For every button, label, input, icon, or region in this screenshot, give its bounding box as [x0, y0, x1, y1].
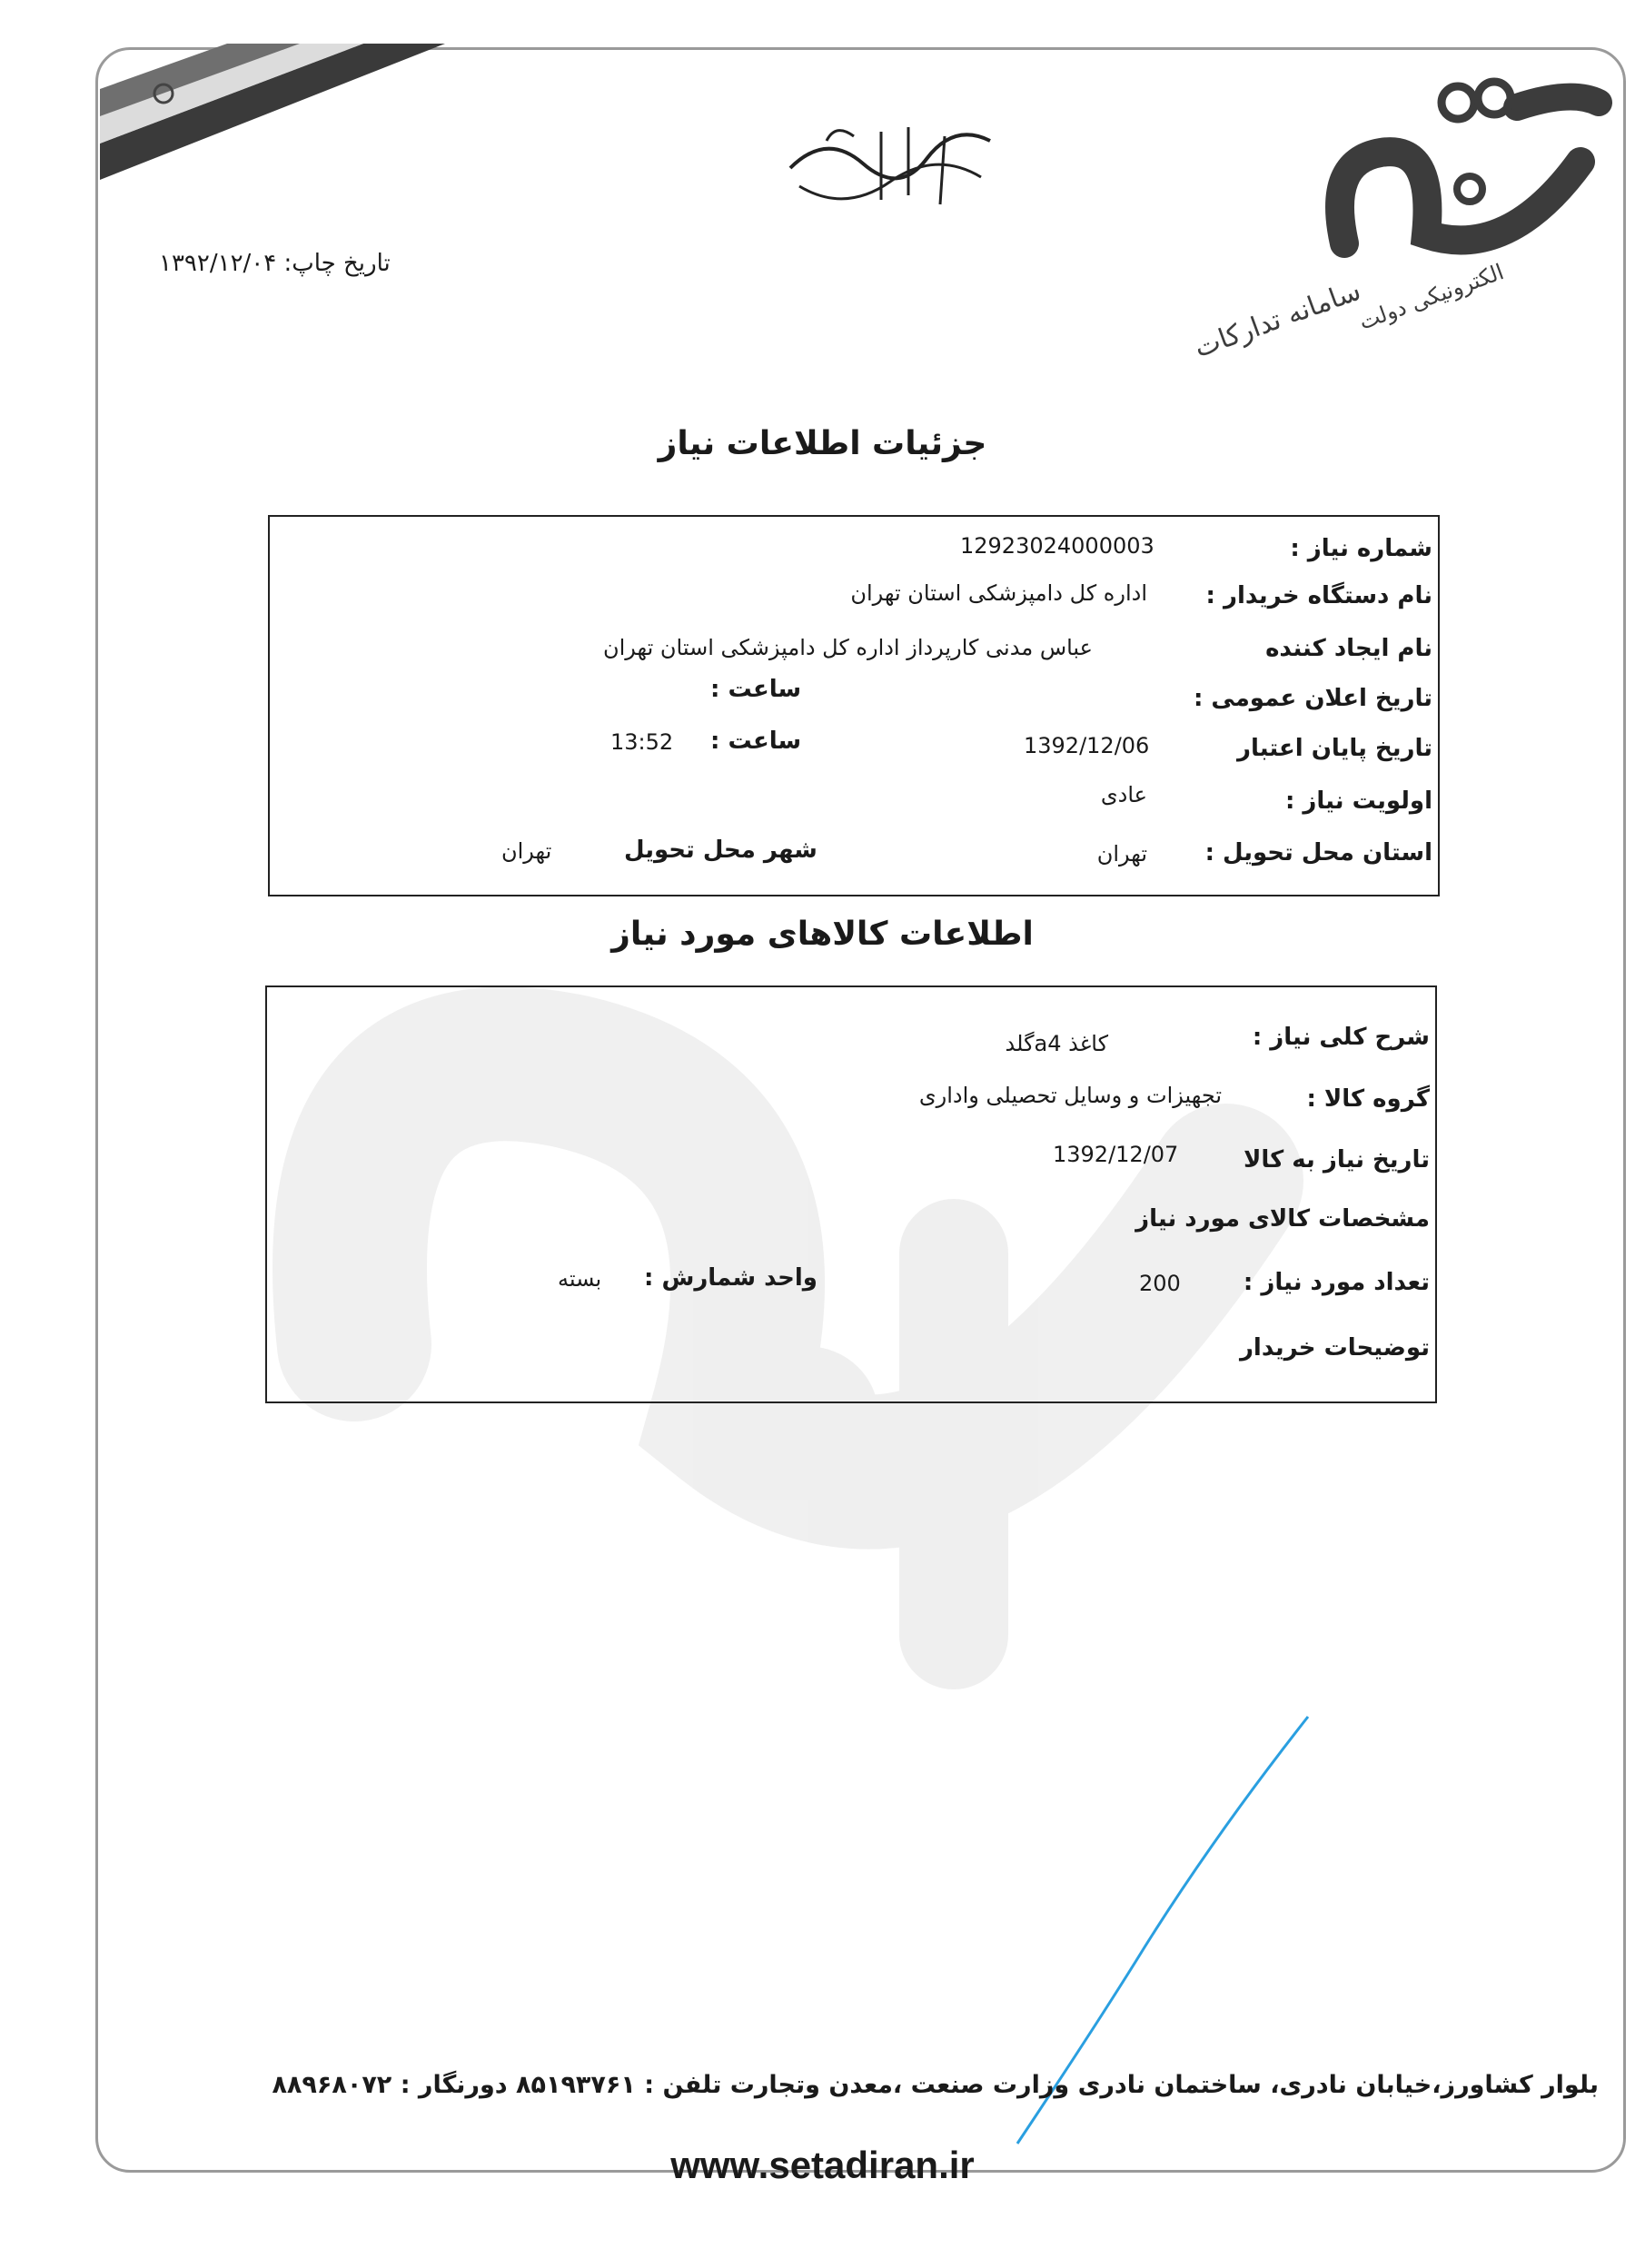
province-value: تهران	[1096, 841, 1147, 867]
print-date: تاریخ چاپ: ۱۳۹۲/۱۲/۰۴	[159, 250, 391, 277]
need-details-box	[268, 515, 1440, 896]
expiry-date: 1392/12/06	[1024, 733, 1150, 758]
qty-value: 200	[1139, 1271, 1181, 1296]
city-label: شهر محل تحویل	[624, 837, 818, 864]
unit-label: واحد شمارش :	[644, 1264, 818, 1292]
footer-address: بلوار کشاورز،خیابان نادری، ساختمان نادری وزارت صنعت ،معدن وتجارت تلفن : ۸۵۱۹۳۷۶۱ دورنگار : ۸۸۹۶۸۰۷۲	[272, 2071, 1599, 2099]
expiry-date-label: تاریخ پایان اعتبار	[1237, 735, 1432, 762]
desc-value: کاغذ a4گلد	[1005, 1031, 1108, 1056]
group-label: گروه کالا :	[1306, 1085, 1430, 1113]
buyer-label: نام دستگاه خریدار :	[1205, 582, 1432, 609]
priority-label: اولویت نیاز :	[1284, 787, 1432, 815]
buyer-notes-label: توضیحات خریدار	[1239, 1334, 1430, 1362]
city-value: تهران	[501, 838, 552, 864]
svg-text:سامانه تدارکات: سامانه تدارکات	[1190, 274, 1365, 365]
svg-text:الکترونیکی دولت: الکترونیکی دولت	[1355, 259, 1508, 335]
desc-label: شرح کلی نیاز :	[1252, 1024, 1430, 1051]
need-date-label: تاریخ نیاز به کالا	[1243, 1146, 1430, 1174]
expiry-time: 13:52	[610, 729, 674, 755]
group-value: تجهیزات و وسایل تحصیلی واداری	[918, 1083, 1222, 1108]
expiry-time-label: ساعت :	[710, 728, 802, 755]
creator-label: نام ایجاد کننده	[1265, 635, 1432, 662]
qty-label: تعداد مورد نیاز :	[1243, 1269, 1430, 1296]
province-label: استان محل تحویل :	[1204, 839, 1432, 867]
items-box	[265, 985, 1437, 1403]
announce-date-label: تاریخ اعلان عمومی :	[1193, 685, 1432, 712]
buyer-name: اداره کل دامپزشکی استان تهران	[850, 580, 1147, 606]
bismillah-calligraphy	[772, 114, 1008, 227]
priority-value: عادی	[1100, 782, 1147, 807]
need-date: 1392/12/07	[1053, 1142, 1179, 1167]
section1-title: جزئیات اطلاعات نیاز	[658, 425, 987, 462]
unit-value: بسته	[558, 1266, 602, 1292]
specs-label: مشخصات کالای مورد نیاز	[1135, 1205, 1430, 1233]
section2-title: اطلاعات کالاهای مورد نیاز	[611, 916, 1034, 953]
iran-flag-emblem	[100, 44, 445, 207]
footer-url[interactable]: www.setadiran.ir	[670, 2144, 975, 2186]
announce-time-label: ساعت :	[710, 676, 802, 703]
need-number-label: شماره نیاز :	[1290, 535, 1432, 562]
need-number: 12923024000003	[960, 533, 1154, 559]
creator-name: عباس مدنی کارپرداز اداره کل دامپزشکی استان تهران	[603, 635, 1093, 660]
setad-logo	[1190, 53, 1612, 365]
